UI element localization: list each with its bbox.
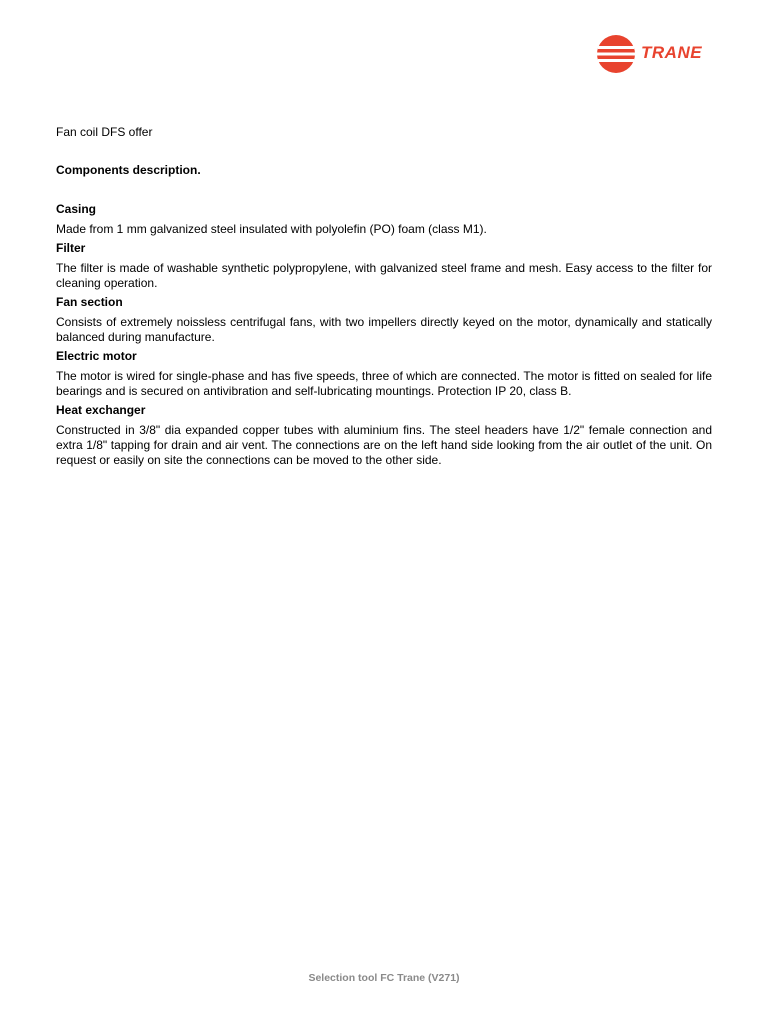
section-heading: Electric motor <box>56 349 137 363</box>
section-heading: Filter <box>56 241 86 255</box>
section-body: Constructed in 3/8" dia expanded copper tubes with aluminium fins. The steel headers have 1/2" female connection and extra 1/8" tapping for drain and air vent. The connections are on the left hand side looking from the air outlet of the unit. On request or easily on site the connections can be moved to the other side. <box>56 423 712 467</box>
section-body: Made from 1 mm galvanized steel insulated with polyolefin (PO) foam (class M1). <box>56 222 487 236</box>
document-title: Fan coil DFS offer <box>56 125 153 139</box>
sections <box>56 202 712 472</box>
section-body: The motor is wired for single-phase and has five speeds, three of which are connected. The motor is fitted on sealed for life bearings and is secured on antivibration and self-lubricating mountings. Protection IP 20, class B. <box>56 369 712 398</box>
section-fan <box>56 295 712 345</box>
section-heading: Heat exchanger <box>56 403 146 417</box>
section-heading: Fan section <box>56 295 123 309</box>
section-casing <box>56 202 712 237</box>
logo-text: TRANE <box>641 43 703 62</box>
page-footer: Selection tool FC Trane (V271) <box>308 972 460 984</box>
section-heat-exchanger <box>56 403 712 468</box>
trane-logo-icon <box>596 34 636 74</box>
section-electric-motor <box>56 349 712 399</box>
section-body: Consists of extremely noissless centrifugal fans, with two impellers directly keyed on the motor, dynamically and statically balanced during manufacture. <box>56 315 712 344</box>
trane-logo <box>596 34 716 74</box>
section-heading: Casing <box>56 202 97 216</box>
document-subtitle: Components description. <box>56 163 201 177</box>
section-filter <box>56 241 712 291</box>
section-body: The filter is made of washable synthetic polypropylene, with galvanized steel frame and mesh. Easy access to the filter for cleaning operation. <box>56 261 712 290</box>
